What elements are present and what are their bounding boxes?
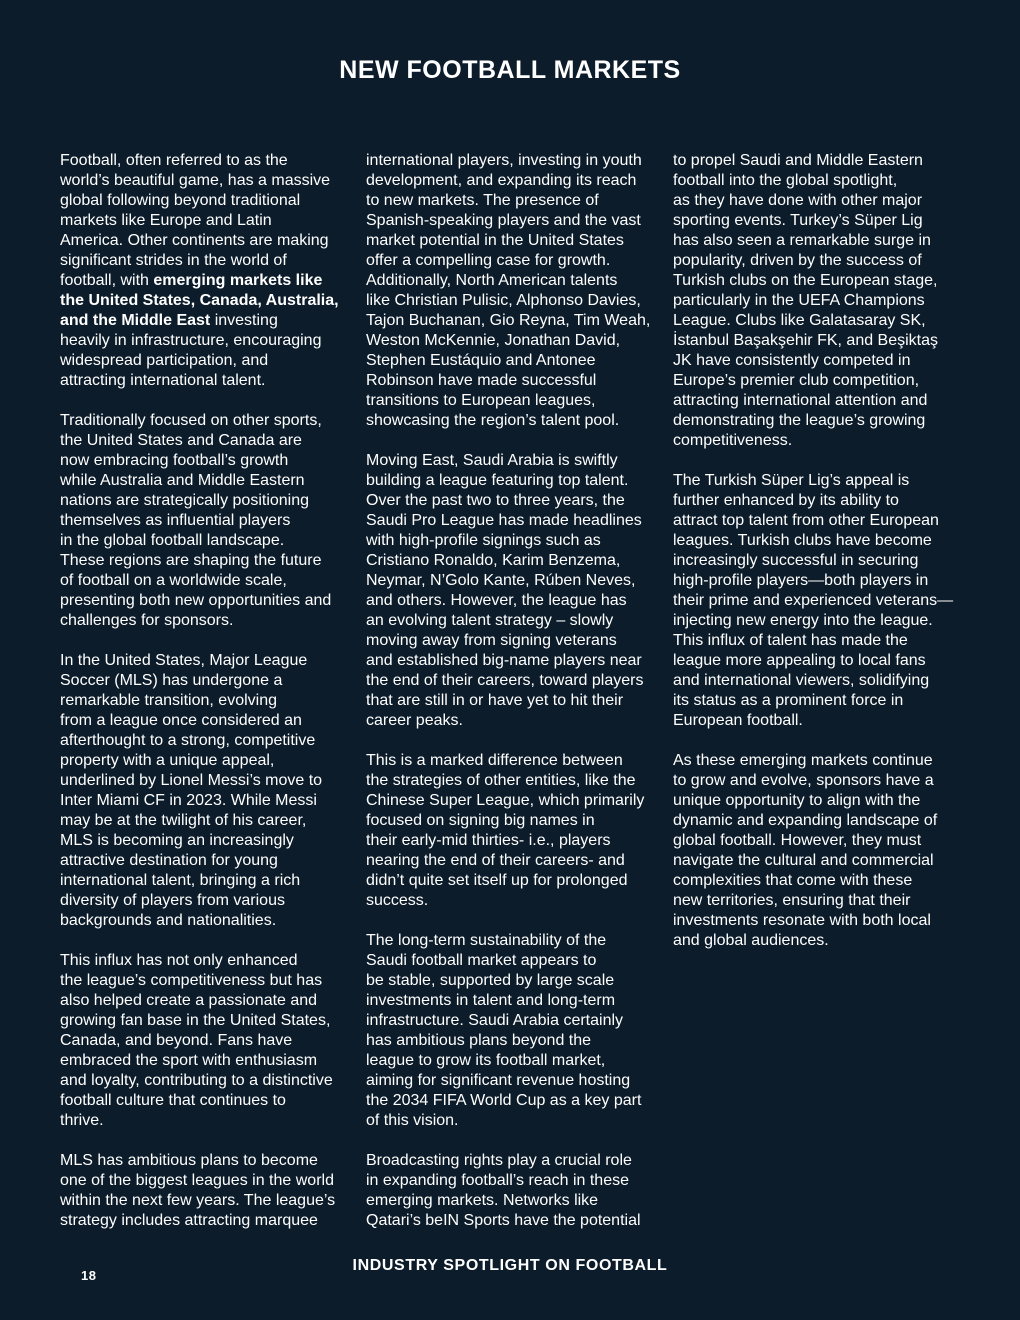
emphasis-text: emerging markets like the United States, Canada, Australia, and the Middle East bbox=[60, 272, 339, 329]
page-number: 18 bbox=[81, 1268, 97, 1283]
paragraph: The long-term sustainability of the Saudi football market appears to be stable, supported by large scale investments in talent and long-term infrastructure. Saudi Arabia certainly has ambitious plans beyond the league to grow its football market, aiming for significant revenue hosting the 2034 FIFA World Cup as a key part of this vision. bbox=[366, 932, 642, 1129]
paragraph: international players, investing in youth development, and expanding its reach to new markets. The presence of Spanish-speaking players and the vast market potential in the United States offer a compelling case for growth. Additionally, North American talents like Christian Pulisic, Alphonso Davies, Tajon Buchanan, Gio Reyna, Tim Weah, Weston McKennie, Jonathan David, Stephen Eustáquio and Antonee Robinson have made successful transitions to European leagues, showcasing the region’s talent pool. bbox=[366, 152, 651, 429]
paragraph: This influx has not only enhanced the league’s competitiveness but has also helped create a passionate and growing fan base in the United States, Canada, and beyond. Fans have embraced the sport with enthusiasm and loyalty, contributing to a distinctive football culture that continues to thrive. bbox=[60, 952, 333, 1129]
paragraph: The Turkish Süper Lig’s appeal is further enhanced by its ability to attract top talent from other European leagues. Turkish clubs have become increasingly successful in securing high-profile players—both players in their prime and experienced veterans— injecting new energy into the league. This influx of talent has made the league more appealing to local fans and international viewers, solidifying its status as a prominent force in European football. bbox=[673, 472, 954, 729]
paragraph-text: Football, often referred to as the world’s beautiful game, has a massive global following beyond traditional markets like Europe and Latin America. Other continents are making significant strides in the world of football, with bbox=[60, 152, 331, 289]
paragraph: Traditionally focused on other sports, the United States and Canada are now embracing football’s growth while Australia and Middle Eastern nations are strategically positioning themselves as influential players in the global football landscape. These regions are shaping the future of football on a worldwide scale, presenting both new opportunities and challenges for sponsors. bbox=[60, 412, 332, 629]
paragraph: Broadcasting rights play a crucial role in expanding football’s reach in these emerging markets. Networks like Qatari’s beIN Sports have the potential bbox=[366, 1152, 641, 1229]
paragraph: This is a marked difference between the strategies of other entities, like the Chinese Super League, which primarily focused on signing big names in their early-mid thirties- i.e., players nearing the end of their careers- and didn’t quite set itself up for prolonged success. bbox=[366, 752, 645, 909]
paragraph: Moving East, Saudi Arabia is swiftly building a league featuring top talent. Over the past two to three years, the Saudi Pro League has made headlines with high-profile signings such as Cristiano Ronaldo, Karim Benzema, Neymar, N’Golo Kante, Rúben Neves, and others. However, the league has an evolving talent strategy – slowly moving away from signing veterans and established big-name players near the end of their careers, toward players that are still in or have yet to hit their career peaks. bbox=[366, 452, 644, 729]
paragraph: to propel Saudi and Middle Eastern football into the global spotlight, as they have done with other major sporting events. Turkey’s Süper Lig has also seen a remarkable surge in popularity, driven by the success of Turkish clubs on the European stage, particularly in the UEFA Champions League. Clubs like Galatasaray SK, İstanbul Başakşehir FK, and Beşiktaş JK have consistently competed in Europe’s premier club competition, attracting international attention and demonstrating the league’s growing competitiveness. bbox=[673, 152, 939, 449]
paragraph-text: investing heavily in infrastructure, encouraging widespread participation, and attracting international talent. bbox=[60, 312, 322, 389]
footer-title: INDUSTRY SPOTLIGHT ON FOOTBALL bbox=[352, 1257, 668, 1274]
paragraph bbox=[60, 151, 360, 391]
paragraph: MLS has ambitious plans to become one of the biggest leagues in the world within the next few years. The league’s strategy includes attracting marquee bbox=[60, 1152, 336, 1229]
article-column-2 bbox=[366, 151, 666, 1251]
paragraph: As these emerging markets continue to grow and evolve, sponsors have a unique opportunity to align with the dynamic and expanding landscape of global football. However, they must navigate the cultural and commercial complexities that come with these new territories, ensuring that their investments resonate with both local and global audiences. bbox=[673, 752, 938, 949]
page-title: NEW FOOTBALL MARKETS bbox=[339, 56, 681, 84]
article-column-1 bbox=[60, 151, 360, 1251]
article-column-3 bbox=[673, 151, 973, 971]
paragraph: In the United States, Major League Soccer (MLS) has undergone a remarkable transition, evolving from a league once considered an afterthought to a strong, competitive property with a unique appeal, underlined by Lionel Messi’s move to Inter Miami CF in 2023. While Messi may be at the twilight of his career, MLS is becoming an increasingly attractive destination for young international talent, bringing a rich diversity of players from various backgrounds and nationalities. bbox=[60, 652, 323, 929]
